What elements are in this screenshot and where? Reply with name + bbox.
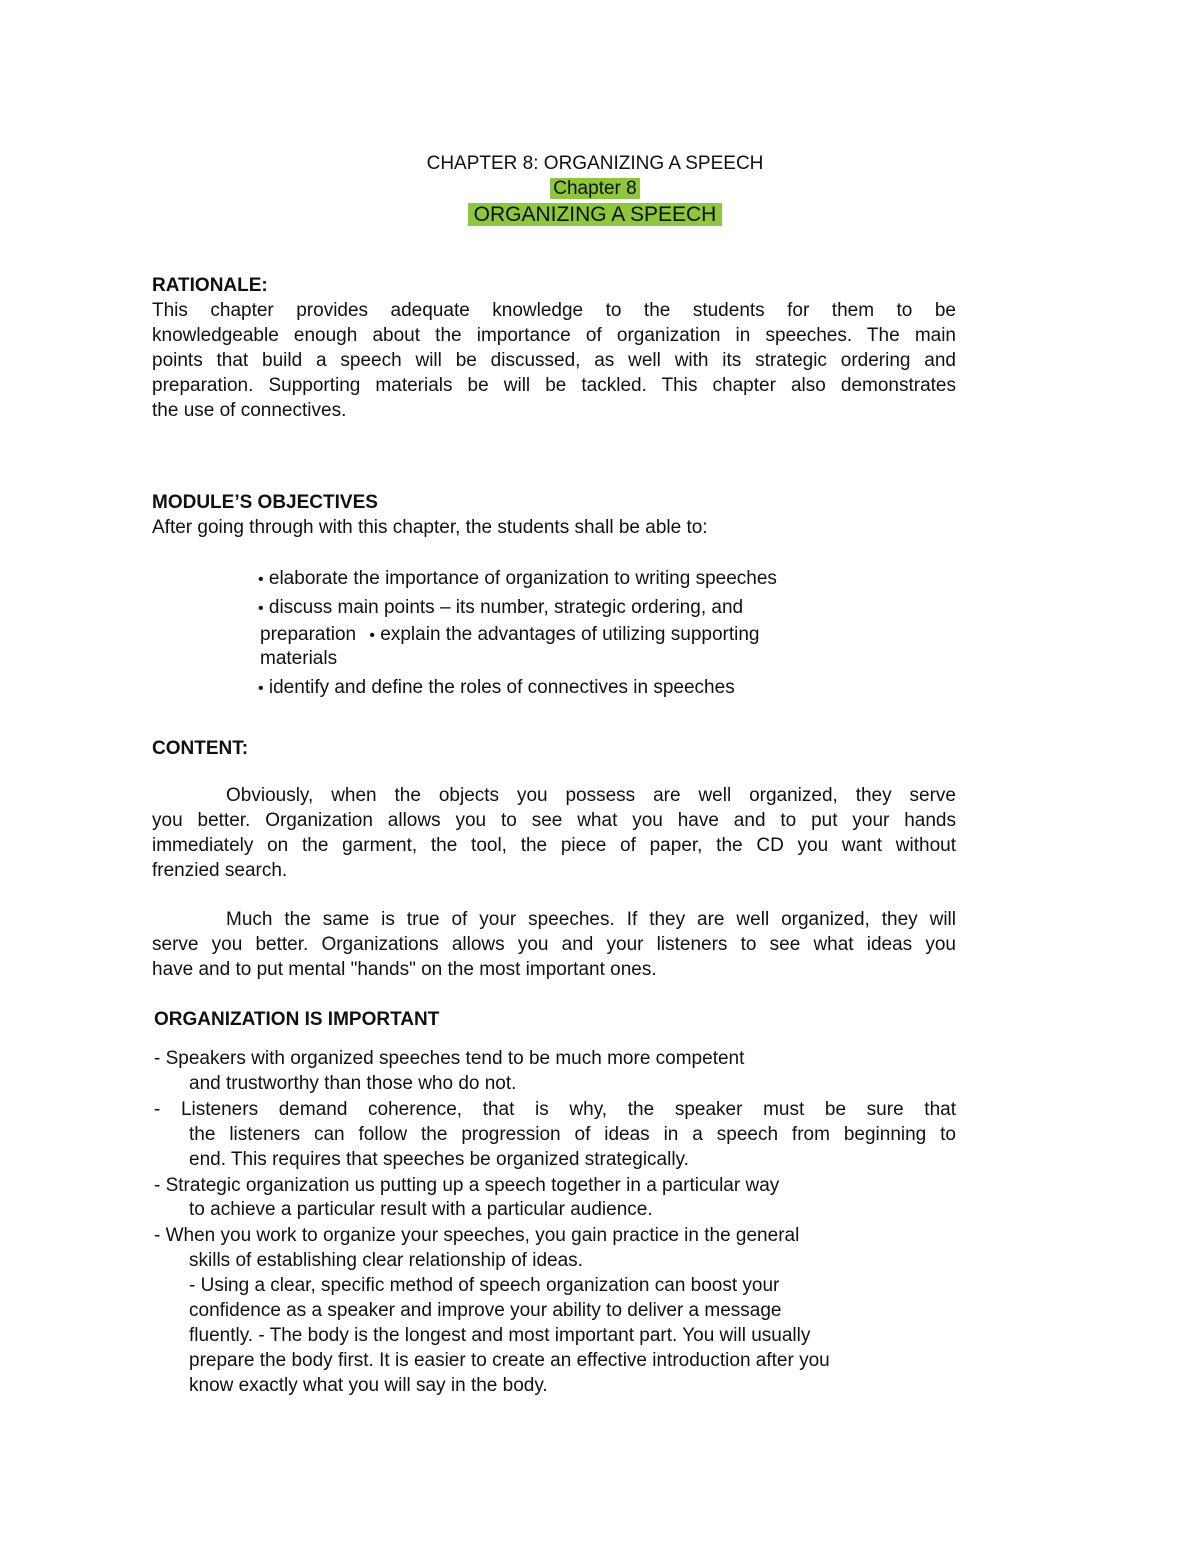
objectives-intro: After going through with this chapter, the students shall be able to: (152, 517, 708, 538)
objectives-heading: MODULE’S OBJECTIVES (152, 492, 378, 513)
rationale-line-3: points that build a speech will be discussed, as well with its strategic ordering and (152, 350, 956, 371)
objective-text: explain the advantages of utilizing supporting (380, 624, 760, 645)
chapter-label: Chapter 8 (550, 178, 639, 199)
content-p1-line-1: Obviously, when the objects you possess are well organized, they serve (226, 785, 956, 806)
importance-line-3: - Listeners demand coherence, that is why, the speaker must be sure that (154, 1099, 956, 1120)
content-p2-line-2: serve you better. Organizations allows you and your listeners to see what ideas you (152, 934, 956, 955)
objective-item-4 (258, 675, 735, 701)
importance-line-2: and trustworthy than those who do not. (189, 1073, 517, 1094)
objective-text: preparation (260, 624, 357, 645)
objective-item-3-cont: materials (260, 648, 338, 669)
chapter-line: CHAPTER 8: ORGANIZING A SPEECH (426, 153, 764, 174)
rationale-heading: RATIONALE: (152, 275, 268, 296)
objective-item-2 (258, 595, 743, 621)
bullet-icon: • (369, 627, 376, 644)
content-p1-line-3: immediately on the garment, the tool, the piece of paper, the CD you want without (152, 835, 956, 856)
rationale-line-2: knowledgeable enough about the importance of organization in speeches. The main (152, 325, 956, 346)
importance-line-11: confidence as a speaker and improve your ability to deliver a message (189, 1300, 782, 1321)
objective-text: discuss main points – its number, strategic ordering, and (268, 597, 744, 618)
content-p1-line-2: you better. Organization allows you to see what you have and to put your hands (152, 810, 956, 831)
importance-line-4: the listeners can follow the progression of ideas in a speech from beginning to (189, 1124, 956, 1145)
content-p2-line-1: Much the same is true of your speeches. If they are well organized, they will (226, 909, 956, 930)
importance-line-10: - Using a clear, specific method of speech organization can boost your (189, 1275, 780, 1296)
content-p2-line-3: have and to put mental "hands" on the most important ones. (152, 959, 657, 980)
importance-heading: ORGANIZATION IS IMPORTANT (154, 1009, 440, 1030)
bullet-icon: • (258, 680, 264, 697)
importance-line-8: - When you work to organize your speeches, you gain practice in the general (154, 1225, 800, 1246)
importance-line-14: know exactly what you will say in the body. (189, 1375, 548, 1396)
objective-item-1 (258, 566, 777, 592)
objective-text: elaborate the importance of organization to writing speeches (268, 568, 777, 589)
importance-line-1: - Speakers with organized speeches tend to be much more competent (154, 1048, 745, 1069)
bullet-icon: • (258, 600, 264, 617)
chapter-label-wrap (0, 176, 1190, 201)
importance-line-5: end. This requires that speeches be organized strategically. (189, 1149, 689, 1170)
importance-line-12: fluently. - The body is the longest and most important part. You will usually (189, 1325, 811, 1346)
content-p1-line-4: frenzied search. (152, 860, 288, 881)
content-heading: CONTENT: (152, 738, 249, 759)
bullet-icon: • (258, 571, 264, 588)
importance-line-6: - Strategic organization us putting up a speech together in a particular way (154, 1175, 780, 1196)
rationale-line-4: preparation. Supporting materials be will be tackled. This chapter also demonstrates (152, 375, 956, 396)
chapter-title: ORGANIZING A SPEECH (468, 203, 723, 226)
chapter-title-wrap (0, 201, 1190, 229)
objective-text: identify and define the roles of connectives in speeches (268, 677, 735, 698)
rationale-line-1: This chapter provides adequate knowledge to the students for them to be (152, 300, 956, 321)
importance-line-13: prepare the body first. It is easier to create an effective introduction after you (189, 1350, 830, 1371)
rationale-line-5: the use of connectives. (152, 400, 347, 421)
objective-item-2-cont (260, 622, 760, 648)
importance-line-9: skills of establishing clear relationship of ideas. (189, 1250, 583, 1271)
importance-line-7: to achieve a particular result with a particular audience. (189, 1199, 653, 1220)
